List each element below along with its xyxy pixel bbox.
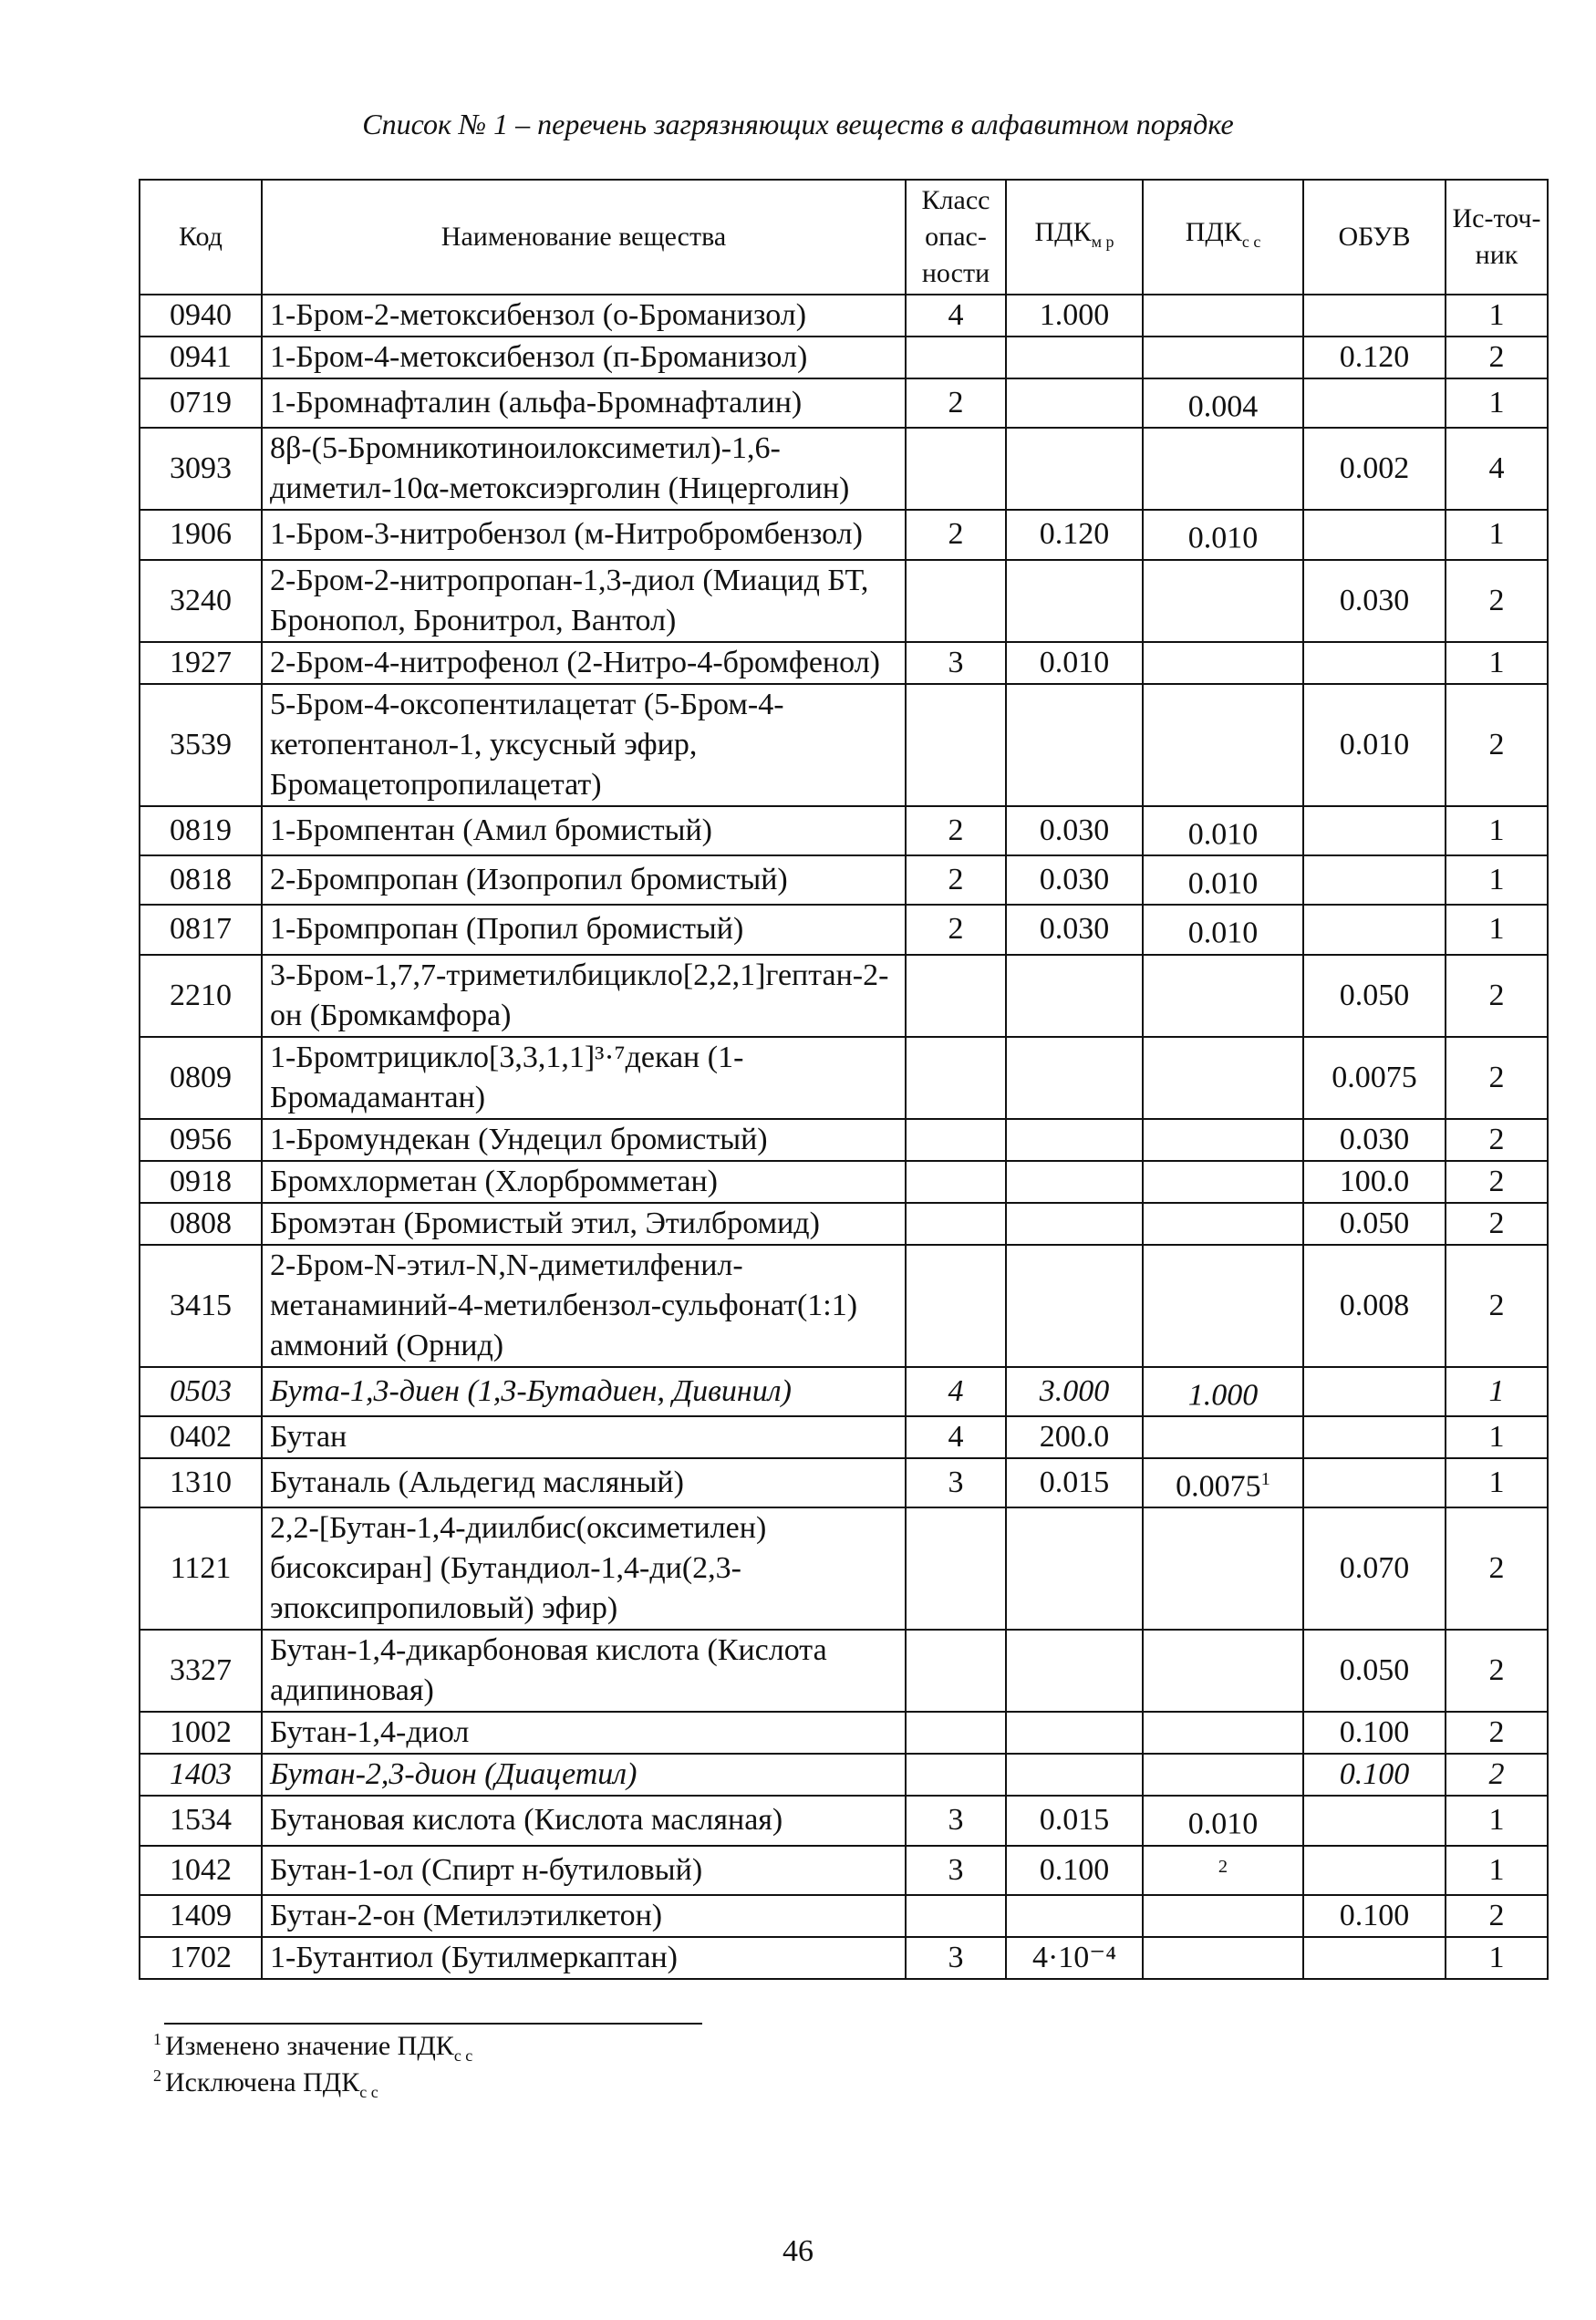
table-caption: Список № 1 – перечень загрязняющих веществ в алфавитном порядке	[362, 108, 1234, 140]
cell-code: 1002	[140, 1712, 262, 1754]
cell-pdk-mr: 0.015	[1006, 1458, 1143, 1507]
cell-hazard-class: 4	[906, 1416, 1006, 1458]
cell-source: 1	[1446, 855, 1548, 905]
cell-source: 2	[1446, 1712, 1548, 1754]
cell-code: 1310	[140, 1458, 262, 1507]
cell-pdk-ss: 0.010	[1143, 855, 1303, 905]
cell-code: 0956	[140, 1119, 262, 1161]
cell-pdk-ss	[1143, 1754, 1303, 1796]
cell-pdk-ss	[1143, 295, 1303, 337]
cell-hazard-class	[906, 428, 1006, 510]
cell-name: Бутан-1-ол (Спирт н-бутиловый)	[262, 1846, 906, 1895]
cell-obuv	[1303, 905, 1446, 954]
cell-obuv	[1303, 295, 1446, 337]
cell-pdk-ss	[1143, 955, 1303, 1037]
cell-name: Бутан	[262, 1416, 906, 1458]
table-row	[140, 295, 1548, 337]
cell-pdk-ss	[1143, 1245, 1303, 1367]
header-name: Наименование вещества	[262, 180, 906, 295]
cell-pdk-mr: 0.010	[1006, 642, 1143, 684]
cell-hazard-class	[906, 1630, 1006, 1712]
cell-name: 3-Бром-1,7,7-триметилбицикло[2,2,1]гептан-2-он (Бромкамфора)	[262, 955, 906, 1037]
header-code: Код	[140, 180, 262, 295]
cell-obuv: 0.0075	[1303, 1037, 1446, 1119]
cell-code: 1534	[140, 1796, 262, 1845]
cell-pdk-ss	[1143, 428, 1303, 510]
cell-hazard-class: 2	[906, 378, 1006, 428]
cell-pdk-ss: 1.000	[1143, 1367, 1303, 1416]
cell-hazard-class	[906, 1245, 1006, 1367]
cell-pdk-mr	[1006, 1712, 1143, 1754]
cell-hazard-class	[906, 1119, 1006, 1161]
cell-obuv: 0.010	[1303, 684, 1446, 806]
cell-obuv	[1303, 855, 1446, 905]
cell-hazard-class	[906, 1895, 1006, 1937]
cell-obuv	[1303, 1846, 1446, 1895]
cell-source: 1	[1446, 905, 1548, 954]
cell-source: 4	[1446, 428, 1548, 510]
cell-code: 0402	[140, 1416, 262, 1458]
cell-obuv: 0.120	[1303, 337, 1446, 378]
cell-hazard-class: 3	[906, 1458, 1006, 1507]
cell-name: Бутан-1,4-диол	[262, 1712, 906, 1754]
cell-source: 2	[1446, 1119, 1548, 1161]
cell-code: 0818	[140, 855, 262, 905]
table-row	[140, 806, 1548, 855]
cell-hazard-class	[906, 1203, 1006, 1245]
cell-pdk-mr: 1.000	[1006, 295, 1143, 337]
cell-source: 2	[1446, 1203, 1548, 1245]
cell-code: 3240	[140, 560, 262, 642]
table-row	[140, 337, 1548, 378]
cell-obuv	[1303, 510, 1446, 559]
cell-obuv: 100.0	[1303, 1161, 1446, 1203]
cell-source: 1	[1446, 806, 1548, 855]
footnote-1: $^1$ Изменено значение $ПДК_{с с}$	[153, 2030, 473, 2065]
table-row	[140, 1119, 1548, 1161]
table-row	[140, 1507, 1548, 1630]
cell-obuv	[1303, 1458, 1446, 1507]
cell-pdk-ss	[1143, 1037, 1303, 1119]
cell-source: 1	[1446, 1367, 1548, 1416]
cell-pdk-mr	[1006, 955, 1143, 1037]
cell-source: 1	[1446, 510, 1548, 559]
cell-name: Бутан-2-он (Метилэтилкетон)	[262, 1895, 906, 1937]
cell-obuv	[1303, 1416, 1446, 1458]
cell-hazard-class	[906, 1507, 1006, 1630]
cell-obuv: 0.050	[1303, 1203, 1446, 1245]
cell-pdk-mr	[1006, 684, 1143, 806]
cell-pdk-ss	[1143, 1895, 1303, 1937]
cell-name: 1-Бромпропан (Пропил бромистый)	[262, 905, 906, 954]
cell-hazard-class: 3	[906, 1796, 1006, 1845]
cell-pdk-mr	[1006, 560, 1143, 642]
cell-code: 0941	[140, 337, 262, 378]
cell-code: 1121	[140, 1507, 262, 1630]
cell-pdk-mr	[1006, 337, 1143, 378]
header-obuv: ОБУВ	[1303, 180, 1446, 295]
cell-name: 2-Бром-4-нитрофенол (2-Нитро-4-бромфенол)	[262, 642, 906, 684]
cell-pdk-ss	[1143, 1203, 1303, 1245]
cell-pdk-mr: 0.100	[1006, 1846, 1143, 1895]
table-row	[140, 1458, 1548, 1507]
cell-code: 1403	[140, 1754, 262, 1796]
pollutants-table	[139, 179, 1549, 1980]
table-row	[140, 955, 1548, 1037]
cell-hazard-class	[906, 1754, 1006, 1796]
cell-name: 2-Бромпропан (Изопропил бромистый)	[262, 855, 906, 905]
cell-name: 2-Бром-2-нитропропан-1,3-диол (Миацид БТ, Бронопол, Бронитрол, Вантол)	[262, 560, 906, 642]
cell-code: 3327	[140, 1630, 262, 1712]
cell-source: 2	[1446, 337, 1548, 378]
table-row	[140, 510, 1548, 559]
page-number: 46	[782, 2234, 814, 2268]
cell-name: 5-Бром-4-оксопентилацетат (5-Бром-4-кетопентанол-1, уксусный эфир, Бромацетопропилацетат)	[262, 684, 906, 806]
cell-pdk-mr	[1006, 1203, 1143, 1245]
cell-name: 1-Бромундекан (Ундецил бромистый)	[262, 1119, 906, 1161]
table-row	[140, 905, 1548, 954]
cell-pdk-mr: 4·10⁻⁴	[1006, 1937, 1143, 1979]
table-row	[140, 1630, 1548, 1712]
cell-hazard-class: 3	[906, 1846, 1006, 1895]
table-row	[140, 1895, 1548, 1937]
header-pdk-ss: $ПДК_{с с}$	[1143, 180, 1303, 295]
cell-hazard-class: 4	[906, 295, 1006, 337]
cell-pdk-mr: 200.0	[1006, 1416, 1143, 1458]
cell-source: 2	[1446, 1161, 1548, 1203]
cell-source: 1	[1446, 1458, 1548, 1507]
cell-obuv: 0.100	[1303, 1754, 1446, 1796]
cell-source: 1	[1446, 1937, 1548, 1979]
cell-pdk-mr	[1006, 378, 1143, 428]
cell-name: 1-Бром-2-метоксибензол (о-Броманизол)	[262, 295, 906, 337]
cell-code: 0809	[140, 1037, 262, 1119]
table-row	[140, 684, 1548, 806]
cell-name: Бутан-2,3-дион (Диацетил)	[262, 1754, 906, 1796]
header-pdk-mr: $ПДК_{м р}$	[1006, 180, 1143, 295]
cell-source: 1	[1446, 1416, 1548, 1458]
cell-pdk-mr: 0.030	[1006, 855, 1143, 905]
footnote-mark: 2	[1218, 1856, 1228, 1877]
cell-obuv: 0.100	[1303, 1712, 1446, 1754]
cell-name: 8β-(5-Бромникотиноилоксиметил)-1,6-диметил-10α-метоксиэрголин (Ницерголин)	[262, 428, 906, 510]
cell-pdk-mr	[1006, 1245, 1143, 1367]
cell-pdk-mr	[1006, 1630, 1143, 1712]
cell-name: 1-Бутантиол (Бутилмеркаптан)	[262, 1937, 906, 1979]
cell-code: 1702	[140, 1937, 262, 1979]
cell-source: 1	[1446, 295, 1548, 337]
cell-pdk-ss	[1143, 337, 1303, 378]
cell-code: 0918	[140, 1161, 262, 1203]
cell-code: 1042	[140, 1846, 262, 1895]
cell-pdk-ss: 0.010	[1143, 806, 1303, 855]
cell-pdk-mr: 0.120	[1006, 510, 1143, 559]
cell-obuv: 0.030	[1303, 560, 1446, 642]
cell-obuv	[1303, 1937, 1446, 1979]
cell-source: 2	[1446, 1630, 1548, 1712]
cell-pdk-ss	[1143, 684, 1303, 806]
table-row	[140, 378, 1548, 428]
cell-obuv	[1303, 642, 1446, 684]
cell-source: 2	[1446, 955, 1548, 1037]
table-row	[140, 428, 1548, 510]
cell-pdk-ss	[1143, 642, 1303, 684]
header-row	[140, 180, 1548, 295]
cell-name: Бутаналь (Альдегид масляный)	[262, 1458, 906, 1507]
cell-source: 2	[1446, 684, 1548, 806]
cell-pdk-ss: 0.0075$^1$	[1143, 1458, 1303, 1507]
cell-pdk-ss	[1143, 1161, 1303, 1203]
cell-pdk-mr	[1006, 1754, 1143, 1796]
cell-source: 2	[1446, 1507, 1548, 1630]
footnote-divider	[164, 2023, 702, 2025]
table-row	[140, 1203, 1548, 1245]
cell-hazard-class	[906, 1037, 1006, 1119]
cell-hazard-class: 2	[906, 855, 1006, 905]
table-row	[140, 1416, 1548, 1458]
table-row	[140, 1846, 1548, 1895]
cell-code: 2210	[140, 955, 262, 1037]
table-row	[140, 1367, 1548, 1416]
cell-pdk-ss: 0.004	[1143, 378, 1303, 428]
table-row	[140, 1037, 1548, 1119]
cell-source: 2	[1446, 560, 1548, 642]
cell-source: 2	[1446, 1754, 1548, 1796]
cell-obuv: 0.050	[1303, 1630, 1446, 1712]
cell-pdk-ss: 0.010	[1143, 905, 1303, 954]
cell-code: 3093	[140, 428, 262, 510]
footnote-mark: 1	[1260, 1468, 1270, 1489]
cell-source: 1	[1446, 1846, 1548, 1895]
cell-hazard-class	[906, 684, 1006, 806]
table-body	[140, 295, 1548, 1979]
cell-code: 3415	[140, 1245, 262, 1367]
cell-code: 0719	[140, 378, 262, 428]
cell-source: 2	[1446, 1895, 1548, 1937]
cell-pdk-ss	[1143, 560, 1303, 642]
cell-source: 1	[1446, 1796, 1548, 1845]
cell-pdk-mr	[1006, 1507, 1143, 1630]
cell-code: 1409	[140, 1895, 262, 1937]
cell-code: 1927	[140, 642, 262, 684]
cell-code: 0819	[140, 806, 262, 855]
cell-source: 2	[1446, 1245, 1548, 1367]
header-source: Ис-точ-ник	[1446, 180, 1548, 295]
cell-name: Бромэтан (Бромистый этил, Этилбромид)	[262, 1203, 906, 1245]
cell-pdk-mr: 0.030	[1006, 905, 1143, 954]
header-hazard-class: Класс опас-ности	[906, 180, 1006, 295]
cell-pdk-mr: 3.000	[1006, 1367, 1143, 1416]
cell-pdk-mr	[1006, 1895, 1143, 1937]
cell-hazard-class	[906, 337, 1006, 378]
cell-name: 1-Бромпентан (Амил бромистый)	[262, 806, 906, 855]
cell-pdk-ss: 0.010	[1143, 510, 1303, 559]
footnote-2: $^2$ Исключена $ПДК_{с с}$	[153, 2066, 378, 2101]
cell-pdk-ss	[1143, 1119, 1303, 1161]
cell-obuv	[1303, 1367, 1446, 1416]
cell-pdk-mr	[1006, 1037, 1143, 1119]
cell-obuv: 0.008	[1303, 1245, 1446, 1367]
cell-pdk-mr	[1006, 428, 1143, 510]
cell-obuv	[1303, 806, 1446, 855]
table-row	[140, 1245, 1548, 1367]
cell-pdk-ss	[1143, 1416, 1303, 1458]
cell-name: Бута-1,3-диен (1,3-Бутадиен, Дивинил)	[262, 1367, 906, 1416]
cell-source: 1	[1446, 642, 1548, 684]
table-row	[140, 560, 1548, 642]
cell-name: Бутан-1,4-дикарбоновая кислота (Кислота адипиновая)	[262, 1630, 906, 1712]
cell-pdk-ss	[1143, 1712, 1303, 1754]
cell-obuv	[1303, 378, 1446, 428]
cell-pdk-mr	[1006, 1119, 1143, 1161]
cell-hazard-class	[906, 1161, 1006, 1203]
cell-code: 0817	[140, 905, 262, 954]
cell-name: 2-Бром-N-этил-N,N-диметилфенил-метанаминий-4-метилбензол-сульфонат(1:1) аммоний (Орнид)	[262, 1245, 906, 1367]
cell-name: 1-Бромтрицикло[3,3,1,1]³·⁷декан (1-Бромадамантан)	[262, 1037, 906, 1119]
cell-code: 0503	[140, 1367, 262, 1416]
table-row	[140, 855, 1548, 905]
cell-obuv: 0.050	[1303, 955, 1446, 1037]
cell-pdk-ss	[1143, 1507, 1303, 1630]
cell-obuv: 0.070	[1303, 1507, 1446, 1630]
cell-hazard-class: 3	[906, 1937, 1006, 1979]
cell-code: 0808	[140, 1203, 262, 1245]
cell-source: 2	[1446, 1037, 1548, 1119]
cell-name: 1-Бром-3-нитробензол (м-Нитробромбензол)	[262, 510, 906, 559]
cell-pdk-ss	[1143, 1630, 1303, 1712]
cell-code: 1906	[140, 510, 262, 559]
cell-obuv	[1303, 1796, 1446, 1845]
table-row	[140, 1796, 1548, 1845]
table-row	[140, 1754, 1548, 1796]
cell-pdk-ss: 0.010	[1143, 1796, 1303, 1845]
cell-hazard-class	[906, 1712, 1006, 1754]
cell-hazard-class: 2	[906, 806, 1006, 855]
cell-hazard-class: 4	[906, 1367, 1006, 1416]
cell-hazard-class: 2	[906, 510, 1006, 559]
cell-hazard-class: 3	[906, 642, 1006, 684]
cell-pdk-mr	[1006, 1161, 1143, 1203]
cell-code: 0940	[140, 295, 262, 337]
cell-obuv: 0.002	[1303, 428, 1446, 510]
cell-obuv: 0.100	[1303, 1895, 1446, 1937]
cell-pdk-mr: 0.030	[1006, 806, 1143, 855]
cell-hazard-class	[906, 560, 1006, 642]
cell-name: Бутановая кислота (Кислота масляная)	[262, 1796, 906, 1845]
cell-pdk-ss	[1143, 1846, 1303, 1895]
table-row	[140, 1161, 1548, 1203]
cell-name: 1-Бром-4-метоксибензол (п-Броманизол)	[262, 337, 906, 378]
table-row	[140, 1712, 1548, 1754]
cell-hazard-class: 2	[906, 905, 1006, 954]
table-row	[140, 642, 1548, 684]
table-row	[140, 1937, 1548, 1979]
cell-pdk-ss	[1143, 1937, 1303, 1979]
cell-pdk-mr: 0.015	[1006, 1796, 1143, 1845]
cell-obuv: 0.030	[1303, 1119, 1446, 1161]
cell-name: 2,2-[Бутан-1,4-диилбис(оксиметилен) бисоксиран] (Бутандиол-1,4-ди(2,3-эпоксипропиловый) эфир)	[262, 1507, 906, 1630]
cell-hazard-class	[906, 955, 1006, 1037]
cell-code: 3539	[140, 684, 262, 806]
cell-source: 1	[1446, 378, 1548, 428]
cell-name: Бромхлорметан (Хлорбромметан)	[262, 1161, 906, 1203]
cell-name: 1-Бромнафталин (альфа-Бромнафталин)	[262, 378, 906, 428]
